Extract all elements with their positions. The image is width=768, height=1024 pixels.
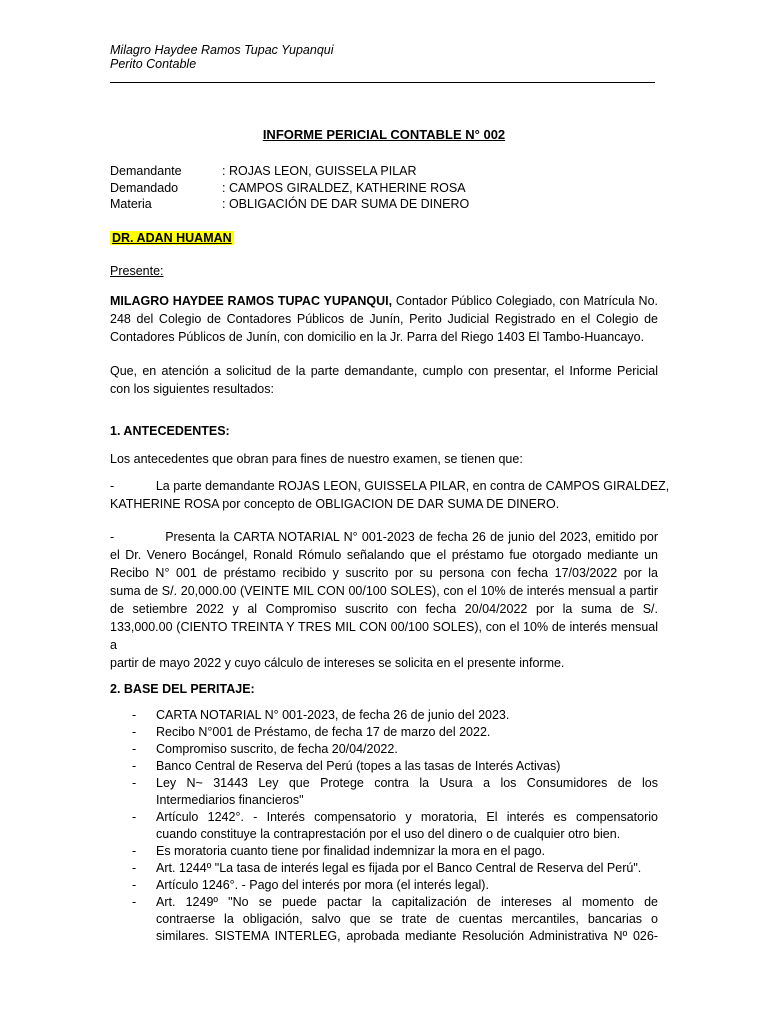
meta-row-demandante (110, 163, 417, 179)
antecedentes-line: KATHERINE ROSA por concepto de OBLIGACION DE DAR SUMA DE DINERO. (110, 497, 560, 511)
list-item: - Compromiso suscrito, de fecha 20/04/2022. (132, 742, 398, 756)
meta-value: : OBLIGACIÓN DE DAR SUMA DE DINERO (222, 197, 470, 211)
intro-bold-name: MILAGRO HAYDEE RAMOS TUPAC YUPANQUI, (110, 294, 393, 308)
antecedentes-line: - Presenta la CARTA NOTARIAL N° 001-2023 de fecha 26 de junio del 2023, emitido por (110, 530, 658, 544)
header-rule (110, 82, 655, 83)
meta-value: : ROJAS LEON, GUISSELA PILAR (222, 164, 417, 178)
intro-line: Contadores Públicos de Junín, con domicilio en la Jr. Parra del Riego 1403 El Tambo-Huancayo. (110, 330, 645, 344)
meta-label: Demandado (110, 181, 179, 195)
base-peritaje-list (110, 707, 658, 945)
meta-label: Demandante (110, 164, 182, 178)
list-item: - Ley N~ 31443 Ley que Protege contra la Usura a los Consumidores de los Intermediarios financieros" (132, 776, 658, 807)
request-paragraph (110, 362, 658, 398)
antecedentes-lead: Los antecedentes que obran para fines de nuestro examen, se tienen que: (110, 452, 523, 466)
list-item: - Artículo 1242°. - Interés compensatorio y moratoria, El interés es compensatorio cuando constituye la contraprestación por el uso del dinero o de cualquier otro bien. (132, 810, 658, 841)
list-item: - CARTA NOTARIAL N° 001-2023, de fecha 26 de junio del 2023. (132, 708, 510, 722)
antecedentes-line: - La parte demandante ROJAS LEON, GUISSELA PILAR, en contra de CAMPOS GIRALDEZ, (110, 479, 670, 493)
antecedentes-line: Recibo N° 001 de préstamo recibido y suscrito por su persona con fecha 17/03/2022 por la (110, 566, 658, 580)
header-author-name: Milagro Haydee Ramos Tupac Yupanqui (110, 43, 334, 57)
list-item: - Recibo N°001 de Préstamo, de fecha 17 de marzo del 2022. (132, 725, 491, 739)
meta-value: : CAMPOS GIRALDEZ, KATHERINE ROSA (222, 181, 466, 195)
section-heading-antecedentes: 1. ANTECEDENTES: (110, 424, 230, 438)
meta-label: Materia (110, 197, 152, 211)
report-title: INFORME PERICIAL CONTABLE N° 002 (262, 127, 506, 142)
addressee: DR. ADAN HUAMAN (112, 231, 232, 245)
section-heading-base-peritaje: 2. BASE DEL PERITAJE: (110, 682, 255, 696)
antecedentes-line: partir de mayo 2022 y cuyo cálculo de intereses se solicita en el presente informe. (110, 656, 565, 670)
antecedentes-line: el Dr. Venero Bocángel, Ronald Rómulo señalando que el préstamo fue otorgado mediante un (110, 548, 658, 562)
intro-line: MILAGRO HAYDEE RAMOS TUPAC YUPANQUI, Contador Público Colegiado, con Matrícula No. (110, 294, 658, 308)
request-line: con los siguientes resultados: (110, 382, 274, 396)
list-item: - Art. 1244º "La tasa de interés legal es fijada por el Banco Central de Reserva del Perú". (132, 861, 642, 875)
antecedentes-line: 133,000.00 (CIENTO TREINTA Y TRES MIL CON 00/100 SOLES), con el 10% de interés mensual a (110, 620, 658, 652)
antecedentes-item-1 (110, 477, 670, 513)
intro-paragraph (110, 292, 658, 346)
antecedentes-line: de setiembre 2022 y al Compromiso suscrito con fecha 20/04/2022 por la suma de S/. (110, 602, 658, 616)
antecedentes-item-2 (110, 528, 658, 672)
list-item: - Art. 1249º "No se puede pactar la capitalización de intereses al momento de contraerse la obligación, salvo que se trate de cuentas mercantiles, bancarias o similares. SISTEMA INTERLEG, aprobada mediante Resolución Administrativa Nº 026- (132, 895, 658, 943)
meta-row-demandado (110, 180, 466, 196)
header-author-title: Perito Contable (110, 57, 197, 71)
meta-row-materia (110, 196, 469, 212)
antecedentes-line: suma de S/. 20,000.00 (VEINTE MIL CON 00/100 SOLES), con el 10% de interés mensual a partir (110, 584, 658, 598)
list-item: - Banco Central de Reserva del Perú (topes a las tasas de Interés Activas) (132, 759, 561, 773)
greeting: Presente: (110, 264, 164, 278)
list-item: - Artículo 1246°. - Pago del interés por mora (el interés legal). (132, 878, 489, 892)
intro-line: 248 del Colegio de Contadores Públicos de Junín, Perito Judicial Registrado en el Colegio de (110, 312, 658, 326)
request-line: Que, en atención a solicitud de la parte demandante, cumplo con presentar, el Informe Pericial (110, 364, 658, 378)
list-item: - Es moratoria cuanto tiene por finalidad indemnizar la mora en el pago. (132, 844, 546, 858)
